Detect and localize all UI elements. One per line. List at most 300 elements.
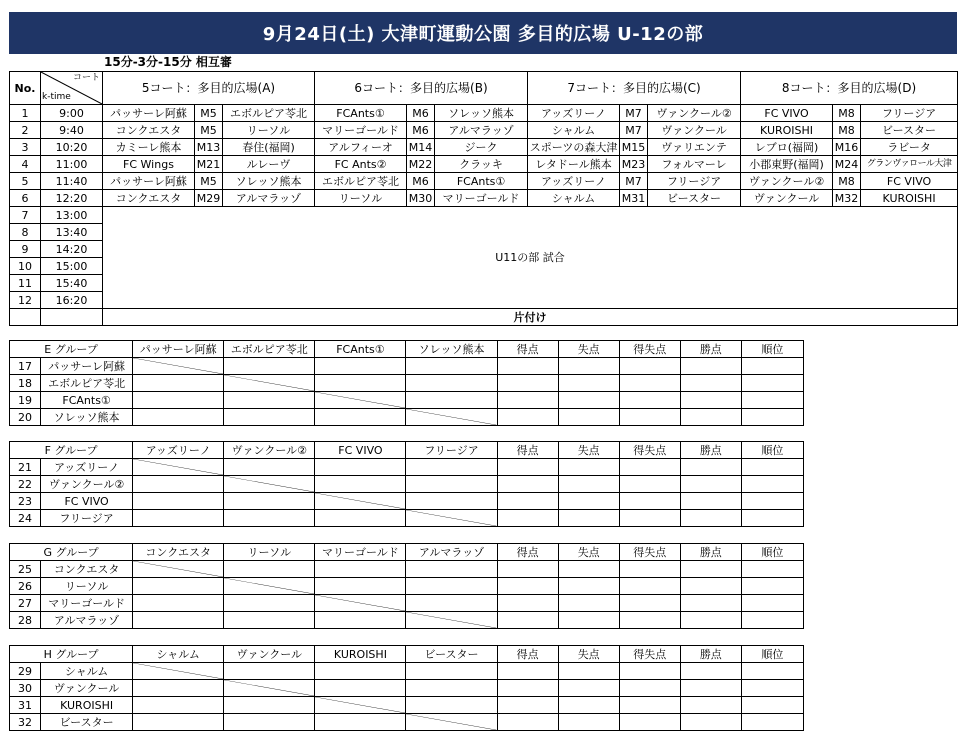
stat-cell	[619, 612, 680, 629]
kickoff-time: 12:20	[41, 190, 103, 207]
result-cell	[224, 714, 315, 731]
no-header: No.	[10, 72, 41, 105]
stat-header: 順位	[741, 341, 803, 358]
stat-cell	[497, 595, 558, 612]
stat-cell	[619, 595, 680, 612]
away-team: ジーク	[435, 139, 528, 156]
court-time-header	[41, 72, 103, 105]
league-row	[10, 595, 804, 612]
stat-header: 得失点	[619, 646, 680, 663]
result-cell	[406, 375, 497, 392]
row-number: 9	[10, 241, 41, 258]
team-name: リーソル	[41, 578, 133, 595]
team-name: フリージア	[41, 510, 133, 527]
team-number: 23	[10, 493, 41, 510]
self-match-cell	[315, 392, 406, 409]
stat-cell	[741, 375, 803, 392]
kickoff-time: 15:40	[41, 275, 103, 292]
team-name: エボルピア苓北	[41, 375, 133, 392]
row-number: 11	[10, 275, 41, 292]
result-cell	[133, 392, 224, 409]
home-team: エボルピア苓北	[315, 173, 407, 190]
away-team: ビースター	[861, 122, 958, 139]
stat-header: 得失点	[619, 442, 680, 459]
match-code: M6	[407, 173, 435, 190]
diagonal-divider	[406, 612, 496, 628]
opponent-header: エボルピア苓北	[224, 341, 315, 358]
stat-cell	[619, 510, 680, 527]
self-match-cell	[315, 595, 406, 612]
result-cell	[406, 663, 497, 680]
page-title: 9月24日(土) 大津町運動公園 多目的広場 U-12の部	[262, 24, 704, 45]
self-match-cell	[406, 510, 497, 527]
stat-cell	[558, 493, 619, 510]
league-row	[10, 578, 804, 595]
league-table	[9, 441, 804, 527]
result-cell	[133, 595, 224, 612]
diagonal-divider	[315, 392, 405, 408]
home-team: カミーレ熊本	[103, 139, 195, 156]
stat-cell	[497, 612, 558, 629]
row-number: 4	[10, 156, 41, 173]
stat-cell	[741, 612, 803, 629]
team-number: 27	[10, 595, 41, 612]
opponent-header: FCAnts①	[315, 341, 406, 358]
kickoff-time: 15:00	[41, 258, 103, 275]
stat-cell	[497, 663, 558, 680]
opponent-header: リーソル	[224, 544, 315, 561]
cleanup-label: 片付け	[103, 309, 958, 326]
match-code: M5	[195, 122, 223, 139]
result-cell	[224, 409, 315, 426]
away-team: フリージア	[861, 105, 958, 122]
home-team: シャルム	[528, 190, 620, 207]
result-cell	[406, 493, 497, 510]
opponent-header: ビースター	[406, 646, 497, 663]
league-header-row	[10, 341, 804, 358]
result-cell	[315, 714, 406, 731]
stat-cell	[558, 697, 619, 714]
self-match-cell	[224, 375, 315, 392]
stat-cell	[680, 697, 741, 714]
stat-header: 失点	[558, 544, 619, 561]
diagonal-divider	[224, 375, 314, 391]
stat-cell	[680, 392, 741, 409]
stat-cell	[741, 595, 803, 612]
diagonal-divider	[224, 680, 314, 696]
row-number: 12	[10, 292, 41, 309]
stat-cell	[558, 561, 619, 578]
opponent-header: シャルム	[133, 646, 224, 663]
team-number: 30	[10, 680, 41, 697]
stat-cell	[680, 578, 741, 595]
diagonal-divider	[315, 697, 405, 713]
league-row	[10, 358, 804, 375]
league-row	[10, 510, 804, 527]
result-cell	[406, 595, 497, 612]
diagonal-divider	[406, 510, 496, 526]
league-table	[9, 645, 804, 731]
stat-header: 勝点	[680, 646, 741, 663]
stat-cell	[497, 459, 558, 476]
court-label: コート	[72, 73, 100, 83]
away-team: ヴァンクール	[648, 122, 741, 139]
result-cell	[315, 409, 406, 426]
stat-cell	[619, 476, 680, 493]
home-team: FC Ants②	[315, 156, 407, 173]
stat-cell	[741, 476, 803, 493]
diagonal-divider	[406, 714, 496, 730]
result-cell	[406, 459, 497, 476]
cleanup-row	[10, 309, 958, 326]
diagonal-divider	[224, 476, 314, 492]
group-name: G グループ	[10, 544, 133, 561]
result-cell	[133, 476, 224, 493]
team-number: 20	[10, 409, 41, 426]
home-team: KUROISHI	[741, 122, 833, 139]
result-cell	[315, 578, 406, 595]
time-label: k-time	[42, 92, 71, 102]
league-row	[10, 409, 804, 426]
stat-cell	[741, 510, 803, 527]
stat-cell	[497, 358, 558, 375]
result-cell	[406, 392, 497, 409]
stat-cell	[558, 578, 619, 595]
stat-cell	[497, 409, 558, 426]
court-header-5: 5コート：多目的広場(A)	[103, 72, 315, 105]
stat-header: 失点	[558, 341, 619, 358]
match-code: M32	[833, 190, 861, 207]
diagonal-divider	[133, 459, 223, 475]
diagonal-divider	[133, 663, 223, 679]
league-header-row	[10, 442, 804, 459]
team-name: パッサーレ阿蘇	[41, 358, 133, 375]
away-team: クラッキ	[435, 156, 528, 173]
stat-header: 勝点	[680, 442, 741, 459]
row-number: 3	[10, 139, 41, 156]
result-cell	[224, 510, 315, 527]
stat-cell	[741, 680, 803, 697]
stat-cell	[497, 510, 558, 527]
result-cell	[315, 476, 406, 493]
self-match-cell	[133, 459, 224, 476]
stat-cell	[680, 358, 741, 375]
away-team: マリーゴールド	[435, 190, 528, 207]
court-header-7: 7コート：多目的広場(C)	[528, 72, 741, 105]
result-cell	[133, 714, 224, 731]
row-number: 7	[10, 207, 41, 224]
home-team: コンクエスタ	[103, 122, 195, 139]
away-team: FCAnts①	[435, 173, 528, 190]
kickoff-time: 14:20	[41, 241, 103, 258]
stat-header: 得点	[497, 442, 558, 459]
kickoff-time: 9:40	[41, 122, 103, 139]
result-cell	[406, 561, 497, 578]
self-match-cell	[133, 663, 224, 680]
team-number: 19	[10, 392, 41, 409]
stat-cell	[741, 578, 803, 595]
group-name: H グループ	[10, 646, 133, 663]
league-row	[10, 459, 804, 476]
stat-cell	[741, 409, 803, 426]
home-team: レブロ(福岡)	[741, 139, 833, 156]
diagonal-divider	[315, 595, 405, 611]
match-code: M8	[833, 122, 861, 139]
match-code: M22	[407, 156, 435, 173]
opponent-header: ヴァンクール②	[224, 442, 315, 459]
schedule-row	[10, 190, 958, 207]
diagonal-divider	[315, 493, 405, 509]
result-cell	[315, 459, 406, 476]
team-number: 21	[10, 459, 41, 476]
stat-cell	[558, 476, 619, 493]
stat-header: 失点	[558, 646, 619, 663]
result-cell	[406, 358, 497, 375]
away-team: ヴァンクール②	[648, 105, 741, 122]
stat-cell	[619, 493, 680, 510]
home-team: FCAnts①	[315, 105, 407, 122]
row-number: 2	[10, 122, 41, 139]
match-code: M8	[833, 105, 861, 122]
home-team: ヴァンクール	[741, 190, 833, 207]
stat-header: 順位	[741, 442, 803, 459]
stat-cell	[619, 714, 680, 731]
schedule-row	[10, 139, 958, 156]
league-row	[10, 493, 804, 510]
team-number: 18	[10, 375, 41, 392]
stat-cell	[497, 561, 558, 578]
row-number: 6	[10, 190, 41, 207]
team-name: KUROISHI	[41, 697, 133, 714]
stat-cell	[619, 459, 680, 476]
team-name: FC VIVO	[41, 493, 133, 510]
stat-cell	[680, 375, 741, 392]
row-number: 5	[10, 173, 41, 190]
team-name: ソレッソ熊本	[41, 409, 133, 426]
diagonal-divider	[133, 561, 223, 577]
stat-header: 得点	[497, 646, 558, 663]
home-team: パッサーレ阿蘇	[103, 105, 195, 122]
league-header-row	[10, 646, 804, 663]
kickoff-time: 16:20	[41, 292, 103, 309]
kickoff-time: 11:40	[41, 173, 103, 190]
stat-header: 得失点	[619, 341, 680, 358]
self-match-cell	[224, 578, 315, 595]
team-name: FCAnts①	[41, 392, 133, 409]
row-number: 1	[10, 105, 41, 122]
league-row	[10, 714, 804, 731]
result-cell	[224, 663, 315, 680]
stat-cell	[619, 680, 680, 697]
result-cell	[224, 595, 315, 612]
result-cell	[224, 392, 315, 409]
kickoff-time: 11:00	[41, 156, 103, 173]
team-number: 17	[10, 358, 41, 375]
stat-cell	[558, 459, 619, 476]
away-team: フォルマーレ	[648, 156, 741, 173]
match-code: M6	[407, 122, 435, 139]
result-cell	[315, 612, 406, 629]
stat-cell	[741, 493, 803, 510]
court-header-8: 8コート：多目的広場(D)	[741, 72, 958, 105]
opponent-header: コンクエスタ	[133, 544, 224, 561]
stat-cell	[619, 409, 680, 426]
stat-cell	[619, 561, 680, 578]
kickoff-time: 13:00	[41, 207, 103, 224]
away-team: ヴァリエンテ	[648, 139, 741, 156]
league-row	[10, 612, 804, 629]
away-team: ソレッソ熊本	[435, 105, 528, 122]
home-team: リーソル	[315, 190, 407, 207]
stat-header: 順位	[741, 544, 803, 561]
match-code: M24	[833, 156, 861, 173]
stat-cell	[680, 510, 741, 527]
match-code: M7	[620, 105, 648, 122]
opponent-header: パッサーレ阿蘇	[133, 341, 224, 358]
result-cell	[224, 459, 315, 476]
stat-header: 勝点	[680, 544, 741, 561]
result-cell	[315, 561, 406, 578]
away-team: フリージア	[648, 173, 741, 190]
league-row	[10, 680, 804, 697]
row-number: 10	[10, 258, 41, 275]
opponent-header: マリーゴールド	[315, 544, 406, 561]
league-row	[10, 476, 804, 493]
opponent-header: アッズリーノ	[133, 442, 224, 459]
stat-cell	[558, 375, 619, 392]
stat-cell	[497, 493, 558, 510]
stat-cell	[558, 358, 619, 375]
stat-cell	[741, 714, 803, 731]
stat-header: 得点	[497, 544, 558, 561]
u11-note: U11の部 試合	[103, 207, 958, 309]
team-number: 32	[10, 714, 41, 731]
match-format-subtitle: 15分-3分-15分 相互審	[104, 55, 232, 69]
stat-cell	[558, 510, 619, 527]
kickoff-time: 10:20	[41, 139, 103, 156]
league-row	[10, 392, 804, 409]
self-match-cell	[315, 697, 406, 714]
stat-cell	[619, 392, 680, 409]
stat-cell	[497, 680, 558, 697]
stat-header: 勝点	[680, 341, 741, 358]
stat-cell	[497, 392, 558, 409]
home-team: FC Wings	[103, 156, 195, 173]
result-cell	[406, 578, 497, 595]
stat-cell	[680, 714, 741, 731]
group-name: F グループ	[10, 442, 133, 459]
stat-cell	[619, 663, 680, 680]
stat-cell	[680, 663, 741, 680]
page-title-banner	[9, 12, 957, 54]
self-match-cell	[315, 493, 406, 510]
stat-cell	[558, 612, 619, 629]
result-cell	[133, 578, 224, 595]
result-cell	[224, 612, 315, 629]
diagonal-divider	[133, 358, 223, 374]
away-team: ルレーヴ	[223, 156, 315, 173]
home-team: スポーツの森大津	[528, 139, 620, 156]
stat-cell	[497, 697, 558, 714]
stat-cell	[558, 595, 619, 612]
team-name: ヴァンクール	[41, 680, 133, 697]
team-name: シャルム	[41, 663, 133, 680]
team-name: ビースター	[41, 714, 133, 731]
stat-header: 失点	[558, 442, 619, 459]
schedule-row	[10, 105, 958, 122]
league-table	[9, 340, 804, 426]
match-code: M16	[833, 139, 861, 156]
kickoff-time: 9:00	[41, 105, 103, 122]
result-cell	[133, 612, 224, 629]
schedule-table	[9, 71, 958, 326]
result-cell	[224, 697, 315, 714]
match-code: M5	[195, 105, 223, 122]
home-team: アッズリーノ	[528, 105, 620, 122]
stat-cell	[558, 663, 619, 680]
opponent-header: ヴァンクール	[224, 646, 315, 663]
home-team: レタドール熊本	[528, 156, 620, 173]
court-header-6: 6コート：多目的広場(B)	[315, 72, 528, 105]
away-team: ソレッソ熊本	[223, 173, 315, 190]
away-team: リーソル	[223, 122, 315, 139]
team-name: アルマラッゾ	[41, 612, 133, 629]
home-team: マリーゴールド	[315, 122, 407, 139]
result-cell	[315, 358, 406, 375]
self-match-cell	[224, 476, 315, 493]
away-team: アルマラッゾ	[435, 122, 528, 139]
team-name: マリーゴールド	[41, 595, 133, 612]
schedule-row	[10, 207, 958, 224]
diagonal-divider	[224, 578, 314, 594]
stat-header: 順位	[741, 646, 803, 663]
group-name: E グループ	[10, 341, 133, 358]
league-row	[10, 663, 804, 680]
result-cell	[224, 493, 315, 510]
home-team: FC VIVO	[741, 105, 833, 122]
result-cell	[406, 476, 497, 493]
match-code: M7	[620, 122, 648, 139]
team-name: コンクエスタ	[41, 561, 133, 578]
team-number: 25	[10, 561, 41, 578]
result-cell	[133, 409, 224, 426]
stat-cell	[741, 697, 803, 714]
stat-cell	[680, 493, 741, 510]
stat-cell	[680, 561, 741, 578]
blank-cell	[10, 309, 41, 326]
team-number: 24	[10, 510, 41, 527]
team-number: 29	[10, 663, 41, 680]
team-number: 22	[10, 476, 41, 493]
match-code: M21	[195, 156, 223, 173]
away-team: KUROISHI	[861, 190, 958, 207]
result-cell	[133, 375, 224, 392]
away-team: グランヴァロール大津	[861, 156, 958, 173]
league-row	[10, 375, 804, 392]
opponent-header: フリージア	[406, 442, 497, 459]
stat-cell	[619, 578, 680, 595]
away-team: ビースター	[648, 190, 741, 207]
stat-cell	[497, 714, 558, 731]
stat-cell	[497, 375, 558, 392]
opponent-header: KUROISHI	[315, 646, 406, 663]
self-match-cell	[406, 409, 497, 426]
away-team: ラビータ	[861, 139, 958, 156]
stat-cell	[619, 375, 680, 392]
team-name: ヴァンクール②	[41, 476, 133, 493]
match-code: M15	[620, 139, 648, 156]
stat-cell	[619, 358, 680, 375]
